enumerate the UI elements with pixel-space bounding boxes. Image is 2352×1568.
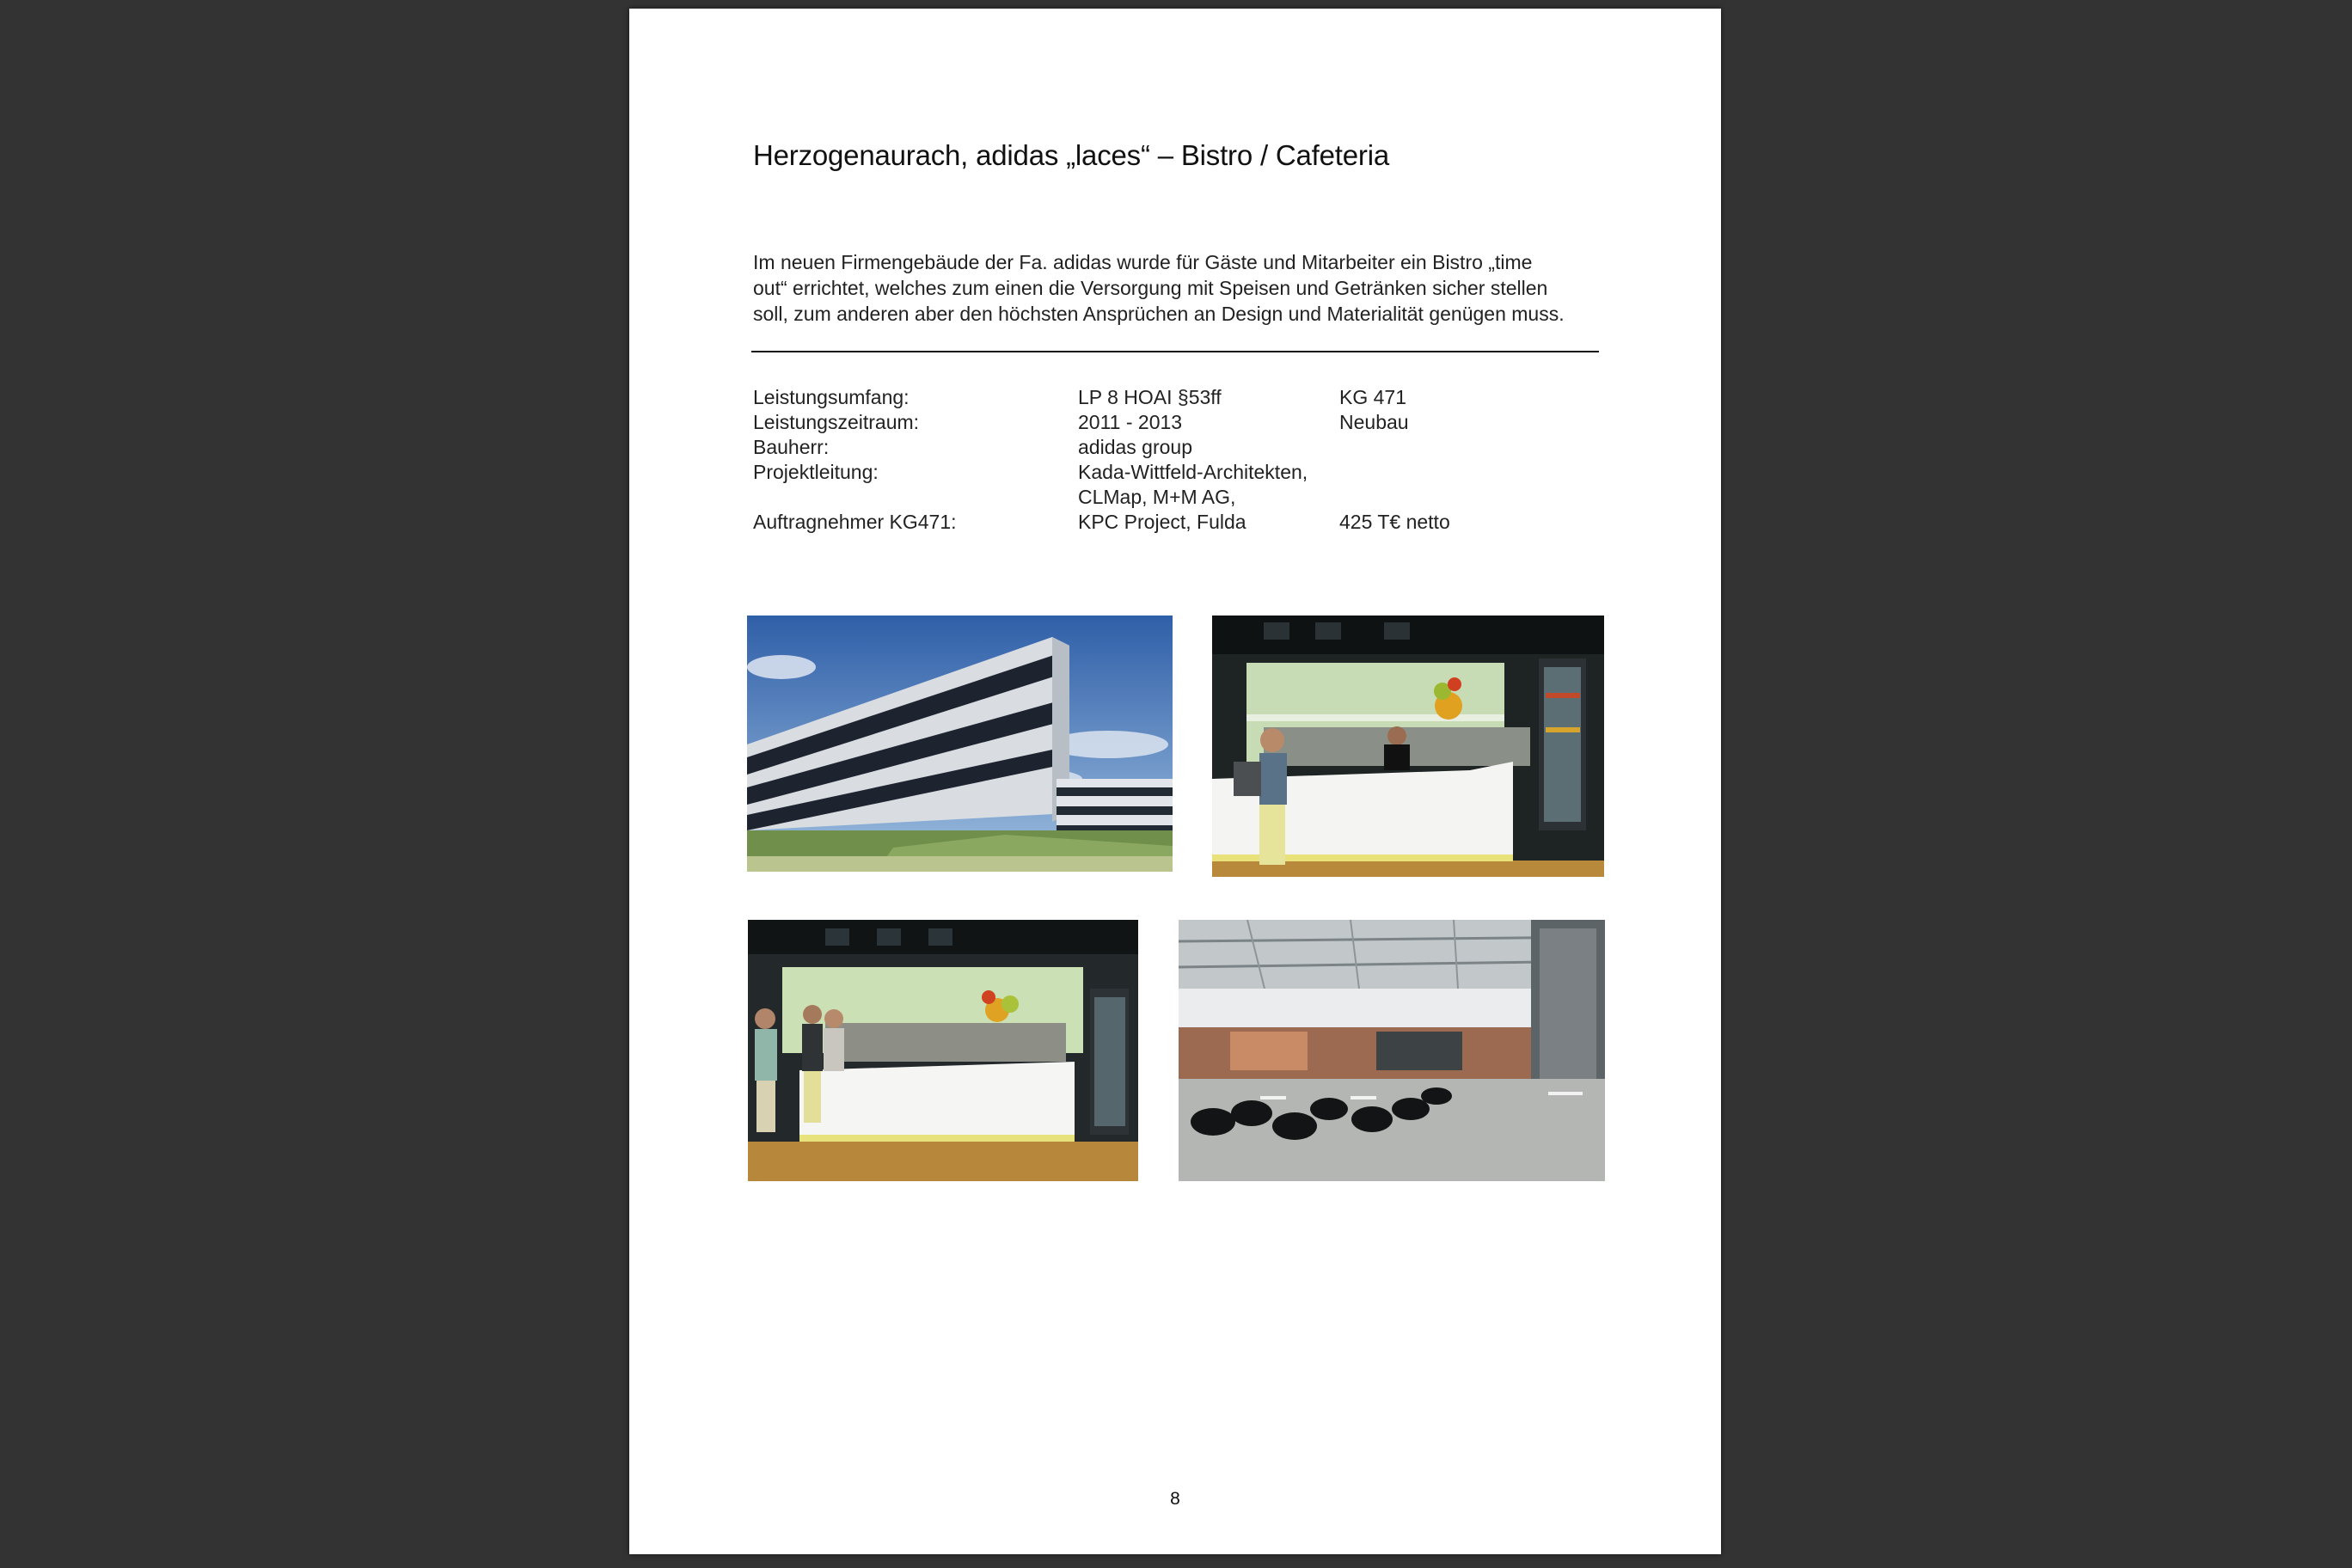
photo-building-exterior <box>747 616 1173 872</box>
photo-atrium-hall <box>1179 920 1605 1181</box>
fact-value: 2011 - 2013 <box>1078 411 1183 433</box>
document-page <box>629 9 1721 1554</box>
fact-value: LP 8 HOAI §53ff <box>1078 386 1222 408</box>
fact-label: Leistungsumfang: <box>753 386 910 408</box>
fact-value: KPC Project, Fulda <box>1078 511 1246 533</box>
fact-value: CLMap, M+M AG, <box>1078 486 1236 508</box>
fact-label: Auftragnehmer KG471: <box>753 511 957 533</box>
photo-bistro-visitors <box>748 920 1138 1181</box>
intro-line: soll, zum anderen aber den höchsten Ansprüchen an Design und Materialität genügen muss. <box>753 303 1565 325</box>
fact-label: Bauherr: <box>753 436 830 458</box>
fact-extra: 425 T€ netto <box>1339 511 1450 533</box>
fact-value: Kada-Wittfeld-Architekten, <box>1078 461 1308 483</box>
fact-extra: Neubau <box>1339 411 1409 433</box>
page-title: Herzogenaurach, adidas „laces“ – Bistro / Cafeteria <box>753 139 1390 171</box>
page-number: 8 <box>1170 1489 1180 1509</box>
intro-line: out“ errichtet, welches zum einen die Versorgung mit Speisen und Getränken sicher stellen <box>753 277 1548 299</box>
intro-paragraph <box>753 249 1613 327</box>
photo-bistro-counter <box>1212 616 1604 877</box>
fact-value: adidas group <box>1078 436 1192 458</box>
fact-extra: KG 471 <box>1339 386 1406 408</box>
fact-label: Leistungszeitraum: <box>753 411 920 433</box>
divider <box>751 351 1599 352</box>
intro-line: Im neuen Firmengebäude der Fa. adidas wurde für Gäste und Mitarbeiter ein Bistro „time <box>753 251 1533 273</box>
fact-label: Projektleitung: <box>753 461 879 483</box>
